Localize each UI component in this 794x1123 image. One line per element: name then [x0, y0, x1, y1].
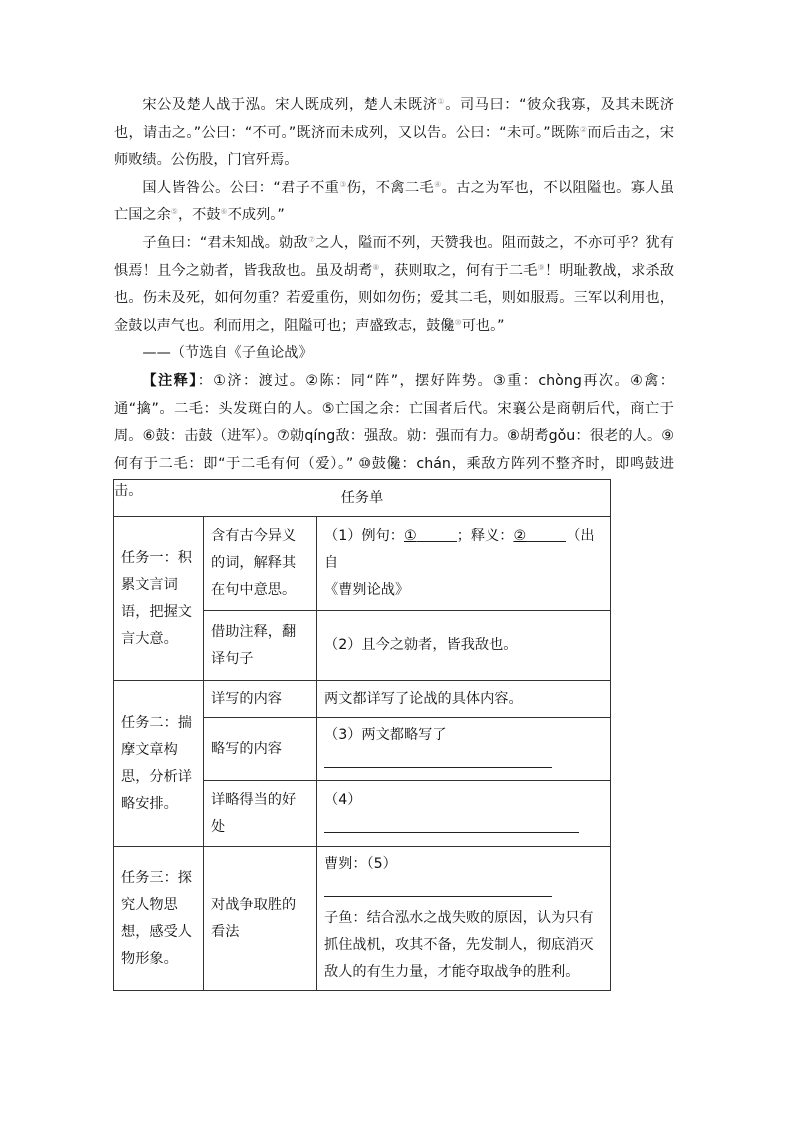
t1r1-content: [317, 517, 611, 611]
blank-1[interactable]: [417, 525, 457, 542]
note-mark: ⑧: [372, 262, 380, 272]
text: 不成列。”: [227, 207, 285, 224]
task-table: [113, 479, 611, 991]
t1r2-label: 借助注释，翻译句子: [204, 611, 317, 681]
text: 可也。”: [461, 317, 505, 334]
note-mark: ③: [339, 179, 347, 189]
text: 。司马曰：“彼众我寡，及其未既济也，请击之。”公曰：“不可。”既济而未成列，又以告。公曰：“未可。”既陈: [114, 97, 674, 141]
source-citation: ——（节选自《子鱼论战》: [142, 345, 313, 362]
text: 伤，不禽二毛: [346, 179, 435, 196]
table-title: 任务单: [114, 480, 611, 517]
note-mark: ⑥: [220, 207, 228, 217]
blank-2-label: ②: [513, 528, 527, 544]
t2r1-label: 详写的内容: [204, 681, 317, 718]
text: 国人皆咎公。公曰：“君子不重: [142, 179, 340, 196]
task3-label: 任务三：探究人物思想，感受人物形象。: [114, 847, 204, 991]
note-mark: ②: [579, 124, 588, 134]
note-mark: ⑦: [307, 234, 316, 244]
text: 宋公及楚人战于泓。宋人既成列，楚人未既济: [142, 97, 438, 113]
text: 。古之为军也，不以阻隘也。寡人虽亡国之余: [114, 179, 675, 224]
text: （出自: [324, 528, 595, 571]
paragraph-2: [114, 175, 674, 230]
task2-label: 任务二：揣摩文章构思，分析详略安排。: [114, 681, 204, 847]
note-mark: ⑨: [537, 262, 545, 272]
task1-label: 任务一：积累文言词语，把握文言大意。: [114, 517, 204, 681]
t3-label: 对战争取胜的看法: [204, 847, 317, 991]
text: 而后击之，宋师败绩。公伤股，门官歼焉。: [114, 124, 674, 169]
paragraph-1: [114, 92, 674, 175]
t3-content: [317, 847, 611, 991]
text: 子鱼曰：“君未知战。勍敌: [142, 234, 308, 251]
text: ；释义：: [456, 528, 514, 544]
t2r2-label: 略写的内容: [204, 718, 317, 781]
notes-text: ：①济：渡过。②陈：同“阵”，摆好阵势。③重：chòng再次。④禽：通“擒”。二毛：头发斑白的人。⑤亡国之余：亡国者后代。宋襄公是商朝后代，商亡于周。⑥鼓：击鼓（进军）。⑦勍qíng敌：强敌。勍：强而有力。⑧胡耉gǒu：很老的人。⑨何有于二毛：即“于二毛有何（爱）。” ⑩鼓儳：chán，乘敌方阵列不整齐时，即鸣鼓进击。: [114, 372, 674, 500]
t2r2-content: [317, 718, 611, 781]
note-mark: ①: [437, 97, 446, 106]
t2r3-content: [317, 781, 611, 847]
text: （1）例句：: [324, 528, 404, 544]
text: （3）两文都略写了: [324, 727, 447, 743]
text: 《曹刿论战》: [324, 582, 410, 598]
text: （4）: [324, 791, 362, 808]
t2r1-content: 两文都详写了论战的具体内容。: [317, 681, 611, 718]
notes-label: 【注释】: [142, 372, 198, 389]
passage: [114, 92, 674, 506]
blank-2[interactable]: [526, 525, 566, 542]
blank-5[interactable]: [324, 880, 552, 897]
note-mark: ⑩: [454, 317, 462, 327]
note-mark: ⑤: [170, 207, 178, 217]
blank-4[interactable]: [324, 816, 579, 833]
blank-3[interactable]: [324, 751, 552, 768]
text: ！明耻教战，求杀敌也。伤未及死，如何勿重？若爱重伤，则如勿伤；爱其二毛，则如服焉。三军以利用也，金鼓以声气也。利而用之，阻隘可也；声盛致志，鼓儳: [114, 262, 674, 334]
text: ，获则取之，何有于二毛: [379, 262, 538, 279]
blank-1-label: ①: [403, 528, 417, 544]
t2r3-label: 详略得当的好处: [204, 781, 317, 847]
paragraph-3: [114, 230, 674, 340]
text: 子鱼：结合泓水之战失败的原因，认为只有抓住战机，攻其不备，先发制人，彻底消灭敌人的有生力量，才能夺取战争的胜利。: [324, 910, 594, 980]
text: ，不鼓: [177, 207, 221, 224]
t1r2-content: （2）且今之勍者，皆我敌也。: [317, 611, 611, 681]
text: 曹刿：（5）: [324, 856, 397, 872]
t1r1-label: 含有古今异义的词，解释其在句中意思。: [204, 517, 317, 611]
text: 之人，隘而不列，天赞我也。阻而鼓之，不亦可乎？犹有惧焉！且今之勍者，皆我敌也。虽及胡耉: [114, 234, 674, 279]
note-mark: ④: [434, 179, 442, 189]
